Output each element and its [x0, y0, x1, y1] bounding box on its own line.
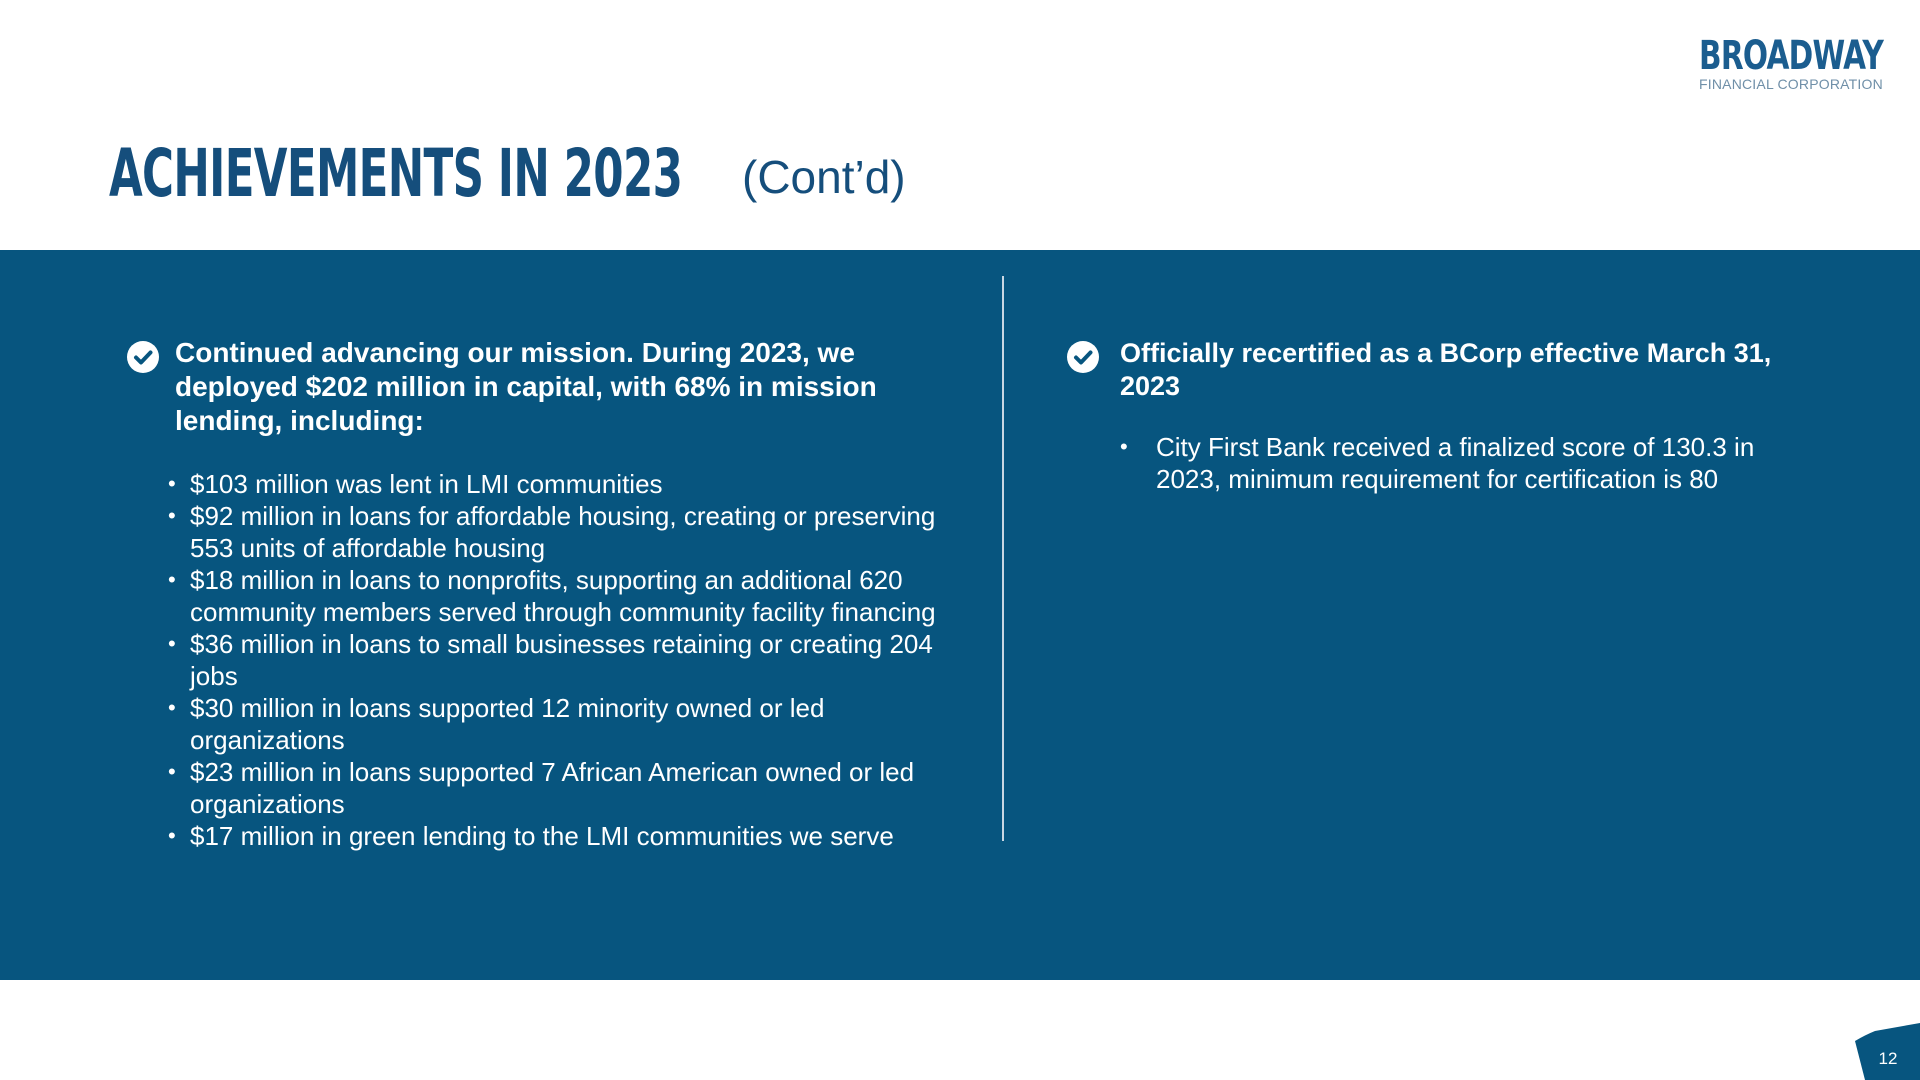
title-main: ACHIEVEMENTS IN 2023	[109, 135, 683, 212]
list-item: • $18 million in loans to nonprofits, supporting an additional 620 community members served through community facility financing	[168, 564, 978, 628]
right-column-heading: Officially recertified as a BCorp effective March 31, 2023	[1120, 338, 1772, 401]
broadway-logo	[1699, 34, 1894, 92]
list-item: • $36 million in loans to small businesses retaining or creating 204 jobs	[168, 628, 978, 692]
list-item: • $30 million in loans supported 12 minority owned or led organizations	[168, 692, 978, 756]
slide-title	[109, 134, 906, 214]
right-bullet-list	[1120, 431, 1820, 495]
list-item: • $92 million in loans for affordable housing, creating or preserving 553 units of affordable housing	[168, 500, 978, 564]
check-circle-icon	[127, 341, 159, 373]
logo-name: BROADWAY	[1699, 33, 1884, 79]
title-continued: (Cont’d)	[742, 151, 906, 203]
page-number: 12	[1878, 1049, 1898, 1068]
check-circle-icon	[1067, 341, 1099, 373]
column-divider	[1002, 276, 1004, 841]
logo-subtitle: FINANCIAL CORPORATION	[1699, 76, 1883, 92]
list-item: • City First Bank received a finalized score of 130.3 in 2023, minimum requirement for certification is 80	[1120, 431, 1820, 495]
list-item: • $103 million was lent in LMI communities	[168, 468, 978, 500]
list-item: • $17 million in green lending to the LMI communities we serve	[168, 820, 978, 852]
left-bullet-list	[168, 468, 978, 852]
left-column-heading: Continued advancing our mission. During 2023, we deployed $202 million in capital, with 68% in mission lending, including:	[175, 337, 877, 436]
list-item: • $23 million in loans supported 7 African American owned or led organizations	[168, 756, 978, 820]
